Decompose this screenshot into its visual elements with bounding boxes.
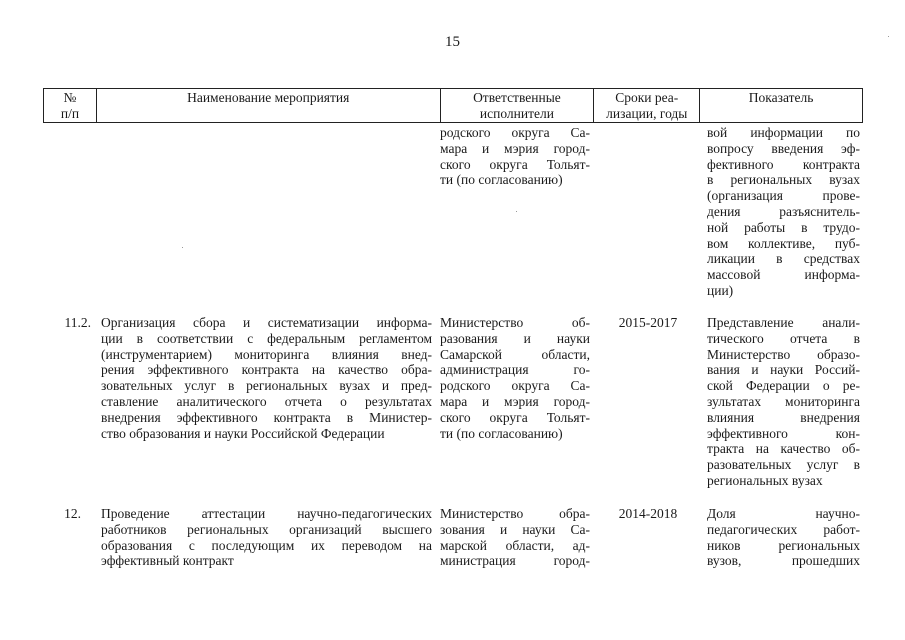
row-name <box>101 506 432 569</box>
row-number-text: 12. <box>64 506 81 521</box>
text-line: региональных вузах <box>707 472 823 488</box>
header-name-column <box>97 89 441 122</box>
header-terms-line: Сроки реа- <box>615 90 679 105</box>
row-number-text: 11.2. <box>64 315 91 330</box>
text-line: педагогических работ- <box>707 521 860 537</box>
header-number-column <box>44 89 97 122</box>
text-line: эффективного кон- <box>707 425 860 441</box>
scan-speck <box>516 211 517 212</box>
text-line: вопросу введения эф- <box>707 140 860 156</box>
text-line: ции в соответствии с федеральным регламентом <box>101 330 432 346</box>
header-number-line: № <box>63 90 77 105</box>
header-name-line: Наименование мероприятия <box>187 90 350 105</box>
text-line: ство образования и науки Российской Федерации <box>101 425 385 441</box>
text-line: ского округа Тольят- <box>440 409 590 425</box>
row-name <box>101 315 432 441</box>
text-line: администрация го- <box>440 362 590 378</box>
row-terms-text: 2014-2018 <box>618 506 678 521</box>
row-number <box>45 315 91 331</box>
text-line: ции) <box>707 282 734 298</box>
header-terms-column <box>594 89 700 122</box>
table-header <box>43 88 863 123</box>
text-line: мара и мэрия город- <box>440 393 590 409</box>
row-responsible <box>440 315 590 441</box>
header-number-line: п/п <box>60 106 80 121</box>
text-line: Проведение аттестации научно-педагогических <box>101 506 432 521</box>
text-line: вузов, прошедших <box>707 553 860 569</box>
row-terms <box>598 506 698 522</box>
header-responsible-column <box>441 89 595 122</box>
text-line: вом коллективе, пуб- <box>707 235 860 251</box>
text-line: работников региональных организаций высшего <box>101 521 432 537</box>
text-line: родского округа Са- <box>440 378 590 394</box>
page-number: 15 <box>445 34 460 50</box>
text-line: мара и мэрия город- <box>440 140 590 156</box>
text-line: родского округа Са- <box>440 125 590 140</box>
text-line: Министерство об- <box>440 315 590 330</box>
text-line: Министерство обра- <box>440 506 590 521</box>
row-number <box>45 506 81 522</box>
text-line: Доля научно- <box>707 506 860 521</box>
text-line: Представление анали- <box>707 315 860 330</box>
text-line: зультатах мониторинга <box>707 393 860 409</box>
row-indicator <box>707 506 860 569</box>
text-line: министрация город- <box>440 553 590 569</box>
text-line: зовательных услуг в региональных вузах и пред- <box>101 378 432 394</box>
continuation-responsible <box>440 125 590 188</box>
text-line: рения эффективного контракта на качество обра- <box>101 362 432 378</box>
header-indicator-line: Показатель <box>748 90 814 105</box>
text-line: дения разъяснитель- <box>707 203 860 219</box>
text-line: разования и науки <box>440 330 590 346</box>
text-line: Самарской области, <box>440 346 590 362</box>
text-line: ной работы в трудо- <box>707 219 860 235</box>
row-indicator <box>707 315 860 489</box>
text-line: внедрения эффективного контракта в Министер- <box>101 409 432 425</box>
text-line: ской Федерации о ре- <box>707 378 860 394</box>
text-line: фективного контракта <box>707 156 860 172</box>
header-responsible-line: исполнители <box>479 106 554 121</box>
text-line: Министерство образо- <box>707 346 860 362</box>
text-line: влияния внедрения <box>707 409 860 425</box>
text-line: (организация прове- <box>707 188 860 204</box>
row-responsible <box>440 506 590 569</box>
text-line: вой информации по <box>707 125 860 140</box>
text-line: ского округа Тольят- <box>440 156 590 172</box>
text-line: образования с последующим их переводом на <box>101 537 432 553</box>
text-line: разовательных услуг в <box>707 457 860 473</box>
text-line: в региональных вузах <box>707 172 860 188</box>
text-line: ти (по согласованию) <box>440 425 563 441</box>
text-line: ти (по согласованию) <box>440 172 563 188</box>
text-line: зования и науки Са- <box>440 521 590 537</box>
text-line: Организация сбора и систематизации информа- <box>101 315 432 330</box>
text-line: ликации в средствах <box>707 251 860 267</box>
header-indicator-column <box>700 89 863 122</box>
scan-speck <box>888 36 889 37</box>
text-line: массовой информа- <box>707 267 860 283</box>
row-terms-text: 2015-2017 <box>618 315 678 330</box>
text-line: марской области, ад- <box>440 537 590 553</box>
text-line: тракта на качество об- <box>707 441 860 457</box>
text-line: ников региональных <box>707 537 860 553</box>
text-line: (инструментарием) мониторинга влияния внед- <box>101 346 432 362</box>
continuation-indicator <box>707 125 860 299</box>
header-responsible-line: Ответственные <box>473 90 561 105</box>
text-line: тического отчета в <box>707 330 860 346</box>
text-line: ставление аналитического отчета о результатах <box>101 393 432 409</box>
row-terms <box>598 315 698 331</box>
header-terms-line: лизации, годы <box>606 106 688 121</box>
text-line: вания и науки Россий- <box>707 362 860 378</box>
text-line: эффективный контракт <box>101 553 234 569</box>
scan-speck <box>182 247 183 248</box>
